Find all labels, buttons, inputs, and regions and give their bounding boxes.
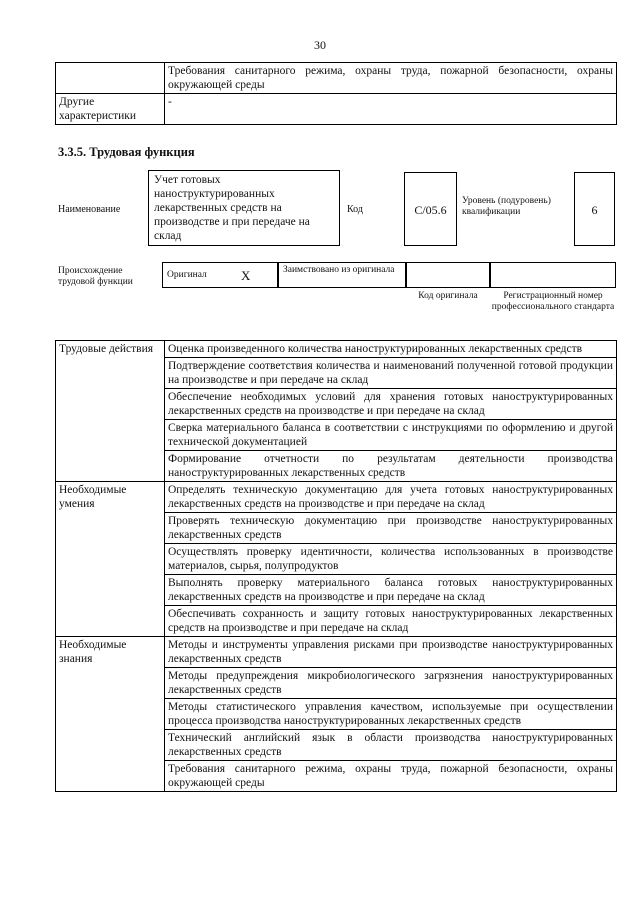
list-item: Определять техническую документацию для учета готовых наноструктурированных лекарственных средств на производстве и при передаче на склад <box>165 482 617 513</box>
list-item: Обеспечивать сохранность и защиту готовых наноструктурированных лекарственных средств на производстве и при передаче на склад <box>165 606 617 637</box>
original-mark: X <box>241 268 251 283</box>
list-item: Методы статистического управления качеством, используемые при осуществлении процесса производства наноструктурированных лекарственных средств <box>165 699 617 730</box>
list-item: Обеспечение необходимых условий для хранения готовых наноструктурированных лекарственных средств на производстве и при передаче на склад <box>165 389 617 420</box>
reg-number-box <box>490 262 616 288</box>
table-row <box>56 94 617 125</box>
group-label: Трудовые действия <box>56 341 165 482</box>
list-item: Оценка произведенного количества наноструктурированных лекарственных средств <box>165 341 617 358</box>
main-table <box>55 340 617 792</box>
table-row <box>56 482 617 513</box>
table-row <box>56 63 617 94</box>
list-item: Методы и инструменты управления рисками при производстве наноструктурированных лекарственных средств <box>165 637 617 668</box>
origin-label: Происхождение трудовой функции <box>58 266 133 287</box>
row-label <box>56 63 165 94</box>
row-text: - <box>165 94 617 125</box>
list-item: Технический английский язык в области производства наноструктурированных лекарственных средств <box>165 730 617 761</box>
section-title: 3.3.5. Трудовая функция <box>58 145 195 159</box>
list-item: Сверка материального баланса в соответствии с инструкциями по оформлению и другой технической документацией <box>165 420 617 451</box>
row-text: Требования санитарного режима, охраны труда, пожарной безопасности, охраны окружающей среды <box>165 63 617 94</box>
list-item: Подтверждение соответствия количества и наименований полученной готовой продукции на производстве и при передаче на склад <box>165 358 617 389</box>
original-box <box>162 262 278 288</box>
group-label: Необходимые знания <box>56 637 165 792</box>
code-label: Код <box>347 204 363 215</box>
group-label: Необходимые умения <box>56 482 165 637</box>
code-value: C/05.6 <box>404 172 457 246</box>
level-label: Уровень (подуровень) квалификации <box>462 196 551 217</box>
borrowed-label: Заимствовано из оригинала <box>283 265 395 275</box>
borrowed-box <box>278 262 406 288</box>
original-label: Оригинал <box>167 270 207 280</box>
list-item: Осуществлять проверку идентичности, количества использованных в производстве материалов, сырья, полупродуктов <box>165 544 617 575</box>
table-row <box>56 637 617 668</box>
row-label: Другие характеристики <box>56 94 165 125</box>
list-item: Формирование отчетности по результатам деятельности производства наноструктурированных лекарственных средств <box>165 451 617 482</box>
name-label: Наименование <box>58 204 121 215</box>
table-row <box>56 341 617 358</box>
code-original-box <box>406 262 490 288</box>
code-original-caption: Код оригинала <box>418 291 478 301</box>
page-number: 30 <box>314 38 326 52</box>
level-value: 6 <box>574 172 615 246</box>
function-name: Учет готовых наноструктурированных лекарственных средств на производстве и при передаче на склад <box>148 170 340 246</box>
top-table <box>55 62 617 125</box>
list-item: Требования санитарного режима, охраны труда, пожарной безопасности, охраны окружающей среды <box>165 761 617 792</box>
list-item: Выполнять проверку материального баланса готовых наноструктурированных лекарственных средств на производстве и при передаче на склад <box>165 575 617 606</box>
reg-number-caption: Регистрационный номер профессионального стандарта <box>491 291 615 312</box>
list-item: Методы предупреждения микробиологического загрязнения наноструктурированных лекарственных средств <box>165 668 617 699</box>
list-item: Проверять техническую документацию при производстве наноструктурированных лекарственных средств <box>165 513 617 544</box>
